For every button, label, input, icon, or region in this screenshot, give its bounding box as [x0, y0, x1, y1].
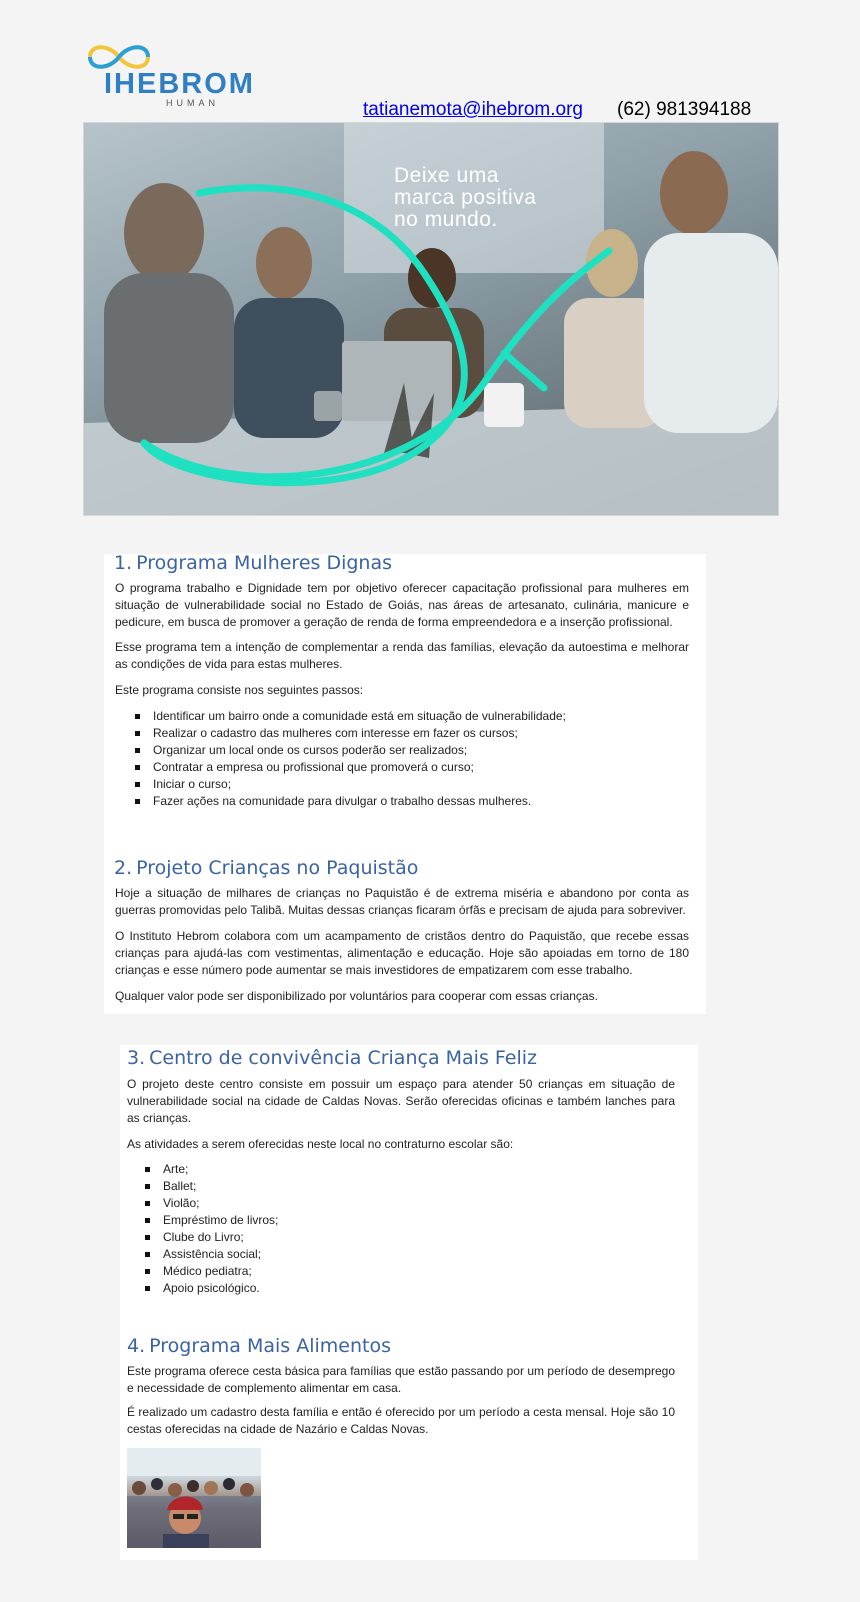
section-number: 1. — [114, 552, 133, 574]
list-item: Ballet; — [125, 1178, 673, 1195]
hero-banner — [83, 122, 779, 516]
list-item: Organizar um local onde os cursos poderão ser realizados; — [115, 742, 689, 759]
list-item: Médico pediatra; — [125, 1263, 673, 1280]
paragraph: As atividades a serem oferecidas neste local no contraturno escolar são: — [127, 1137, 514, 1151]
logo-wordmark: IHEBROM — [104, 68, 255, 100]
bullet-square-icon — [135, 782, 140, 787]
list-item: Apoio psicológico. — [125, 1280, 673, 1297]
crowd-photo-illustration — [127, 1448, 261, 1548]
section-number: 2. — [114, 857, 133, 879]
list-item: Iniciar o curso; — [115, 776, 689, 793]
content-card — [104, 554, 706, 1014]
section-title-text: Centro de convivência Criança Mais Feliz — [149, 1047, 537, 1069]
content-card — [120, 1045, 698, 1560]
section-title-text: Programa Mais Alimentos — [149, 1335, 392, 1357]
bullet-list — [115, 708, 689, 810]
hero-slogan-line: marca positiva — [394, 186, 537, 209]
list-item: Identificar um bairro onde a comunidade está em situação de vulnerabilidade; — [115, 708, 689, 725]
list-item: Violão; — [125, 1195, 673, 1212]
list-item: Arte; — [125, 1161, 673, 1178]
paragraph: O programa trabalho e Dignidade tem por objetivo oferecer capacitação profissional para mulheres em situação de vulnerabilidade social no Estado de Goiás, nas áreas de artesanato, culinária, manicure e pedicure, em busca de promover a geração de renda de forma empreendedora e a inserção profissional. — [115, 581, 689, 629]
company-logo — [84, 40, 294, 110]
bullet-square-icon — [145, 1286, 150, 1291]
list-item: Assistência social; — [125, 1246, 673, 1263]
paragraph: Este programa oferece cesta básica para famílias que estão passando por um período de desemprego e necessidade de complemento alimentar em casa. — [127, 1364, 675, 1395]
section-title — [114, 857, 418, 879]
bullet-square-icon — [145, 1235, 150, 1240]
paragraph: Esse programa tem a intenção de complementar a renda das famílias, elevação da autoestima e melhorar as condições de vida para estas mulheres. — [115, 640, 689, 671]
hero-slogan — [394, 165, 594, 231]
section-title-text: Programa Mulheres Dignas — [136, 552, 393, 574]
section-title — [127, 1047, 537, 1069]
section-number: 3. — [127, 1047, 146, 1069]
bullet-square-icon — [145, 1167, 150, 1172]
paragraph: É realizado um cadastro desta família e então é oferecido por um período a cesta mensal. Hoje são 10 cestas oferecidas na cidade de Nazário e Caldas Novas. — [127, 1405, 675, 1436]
hero-slogan-line: no mundo. — [394, 208, 498, 231]
paragraph: O Instituto Hebrom colabora com um acampamento de cristãos dentro do Paquistão, que recebe essas crianças para ajudá-las com vestimentas, alimentação e educação. Hoje são apoiadas em torno de 180 crianças e esse número pode aumentar se mais investidores de empatizarem com esse trabalho. — [115, 929, 689, 977]
list-item: Empréstimo de livros; — [125, 1212, 673, 1229]
paragraph: Este programa consiste nos seguintes passos: — [115, 683, 364, 697]
logo-subtitle: HUMAN — [166, 98, 219, 108]
bullet-square-icon — [135, 799, 140, 804]
bullet-square-icon — [145, 1184, 150, 1189]
email-link[interactable]: tatianemota@ihebrom.org — [363, 99, 583, 120]
bullet-square-icon — [135, 765, 140, 770]
list-item: Clube do Livro; — [125, 1229, 673, 1246]
bullet-square-icon — [145, 1252, 150, 1257]
phone-number: (62) 981394188 — [617, 99, 752, 120]
section-title — [114, 552, 392, 574]
paragraph: Qualquer valor pode ser disponibilizado por voluntários para cooperar com essas crianças. — [115, 989, 598, 1003]
bullet-square-icon — [135, 748, 140, 753]
bullet-square-icon — [145, 1218, 150, 1223]
hero-slogan-line: Deixe uma — [394, 164, 499, 187]
bullet-list — [125, 1161, 673, 1297]
section-title — [127, 1335, 391, 1357]
bullet-square-icon — [145, 1269, 150, 1274]
paragraph: Hoje a situação de milhares de crianças no Paquistão é de extrema miséria e abandono por conta as guerras promovidas pelo Talibã. Muitas dessas crianças ficaram órfãs e precisam de ajuda para sobreviver. — [115, 886, 689, 917]
list-item: Fazer ações na comunidade para divulgar o trabalho dessas mulheres. — [115, 793, 689, 810]
paragraph: O projeto deste centro consiste em possuir um espaço para atender 50 crianças em situação de vulnerabilidade social na cidade de Caldas Novas. Serão oferecidas oficinas e também lanches para as crianças. — [127, 1077, 675, 1125]
section-title-text: Projeto Crianças no Paquistão — [136, 857, 419, 879]
bullet-square-icon — [145, 1201, 150, 1206]
list-item: Realizar o cadastro das mulheres com interesse em fazer os cursos; — [115, 725, 689, 742]
section-number: 4. — [127, 1335, 146, 1357]
list-item: Contratar a empresa ou profissional que promoverá o curso; — [115, 759, 689, 776]
bullet-square-icon — [135, 714, 140, 719]
food-program-photo — [127, 1448, 261, 1548]
bullet-square-icon — [135, 731, 140, 736]
